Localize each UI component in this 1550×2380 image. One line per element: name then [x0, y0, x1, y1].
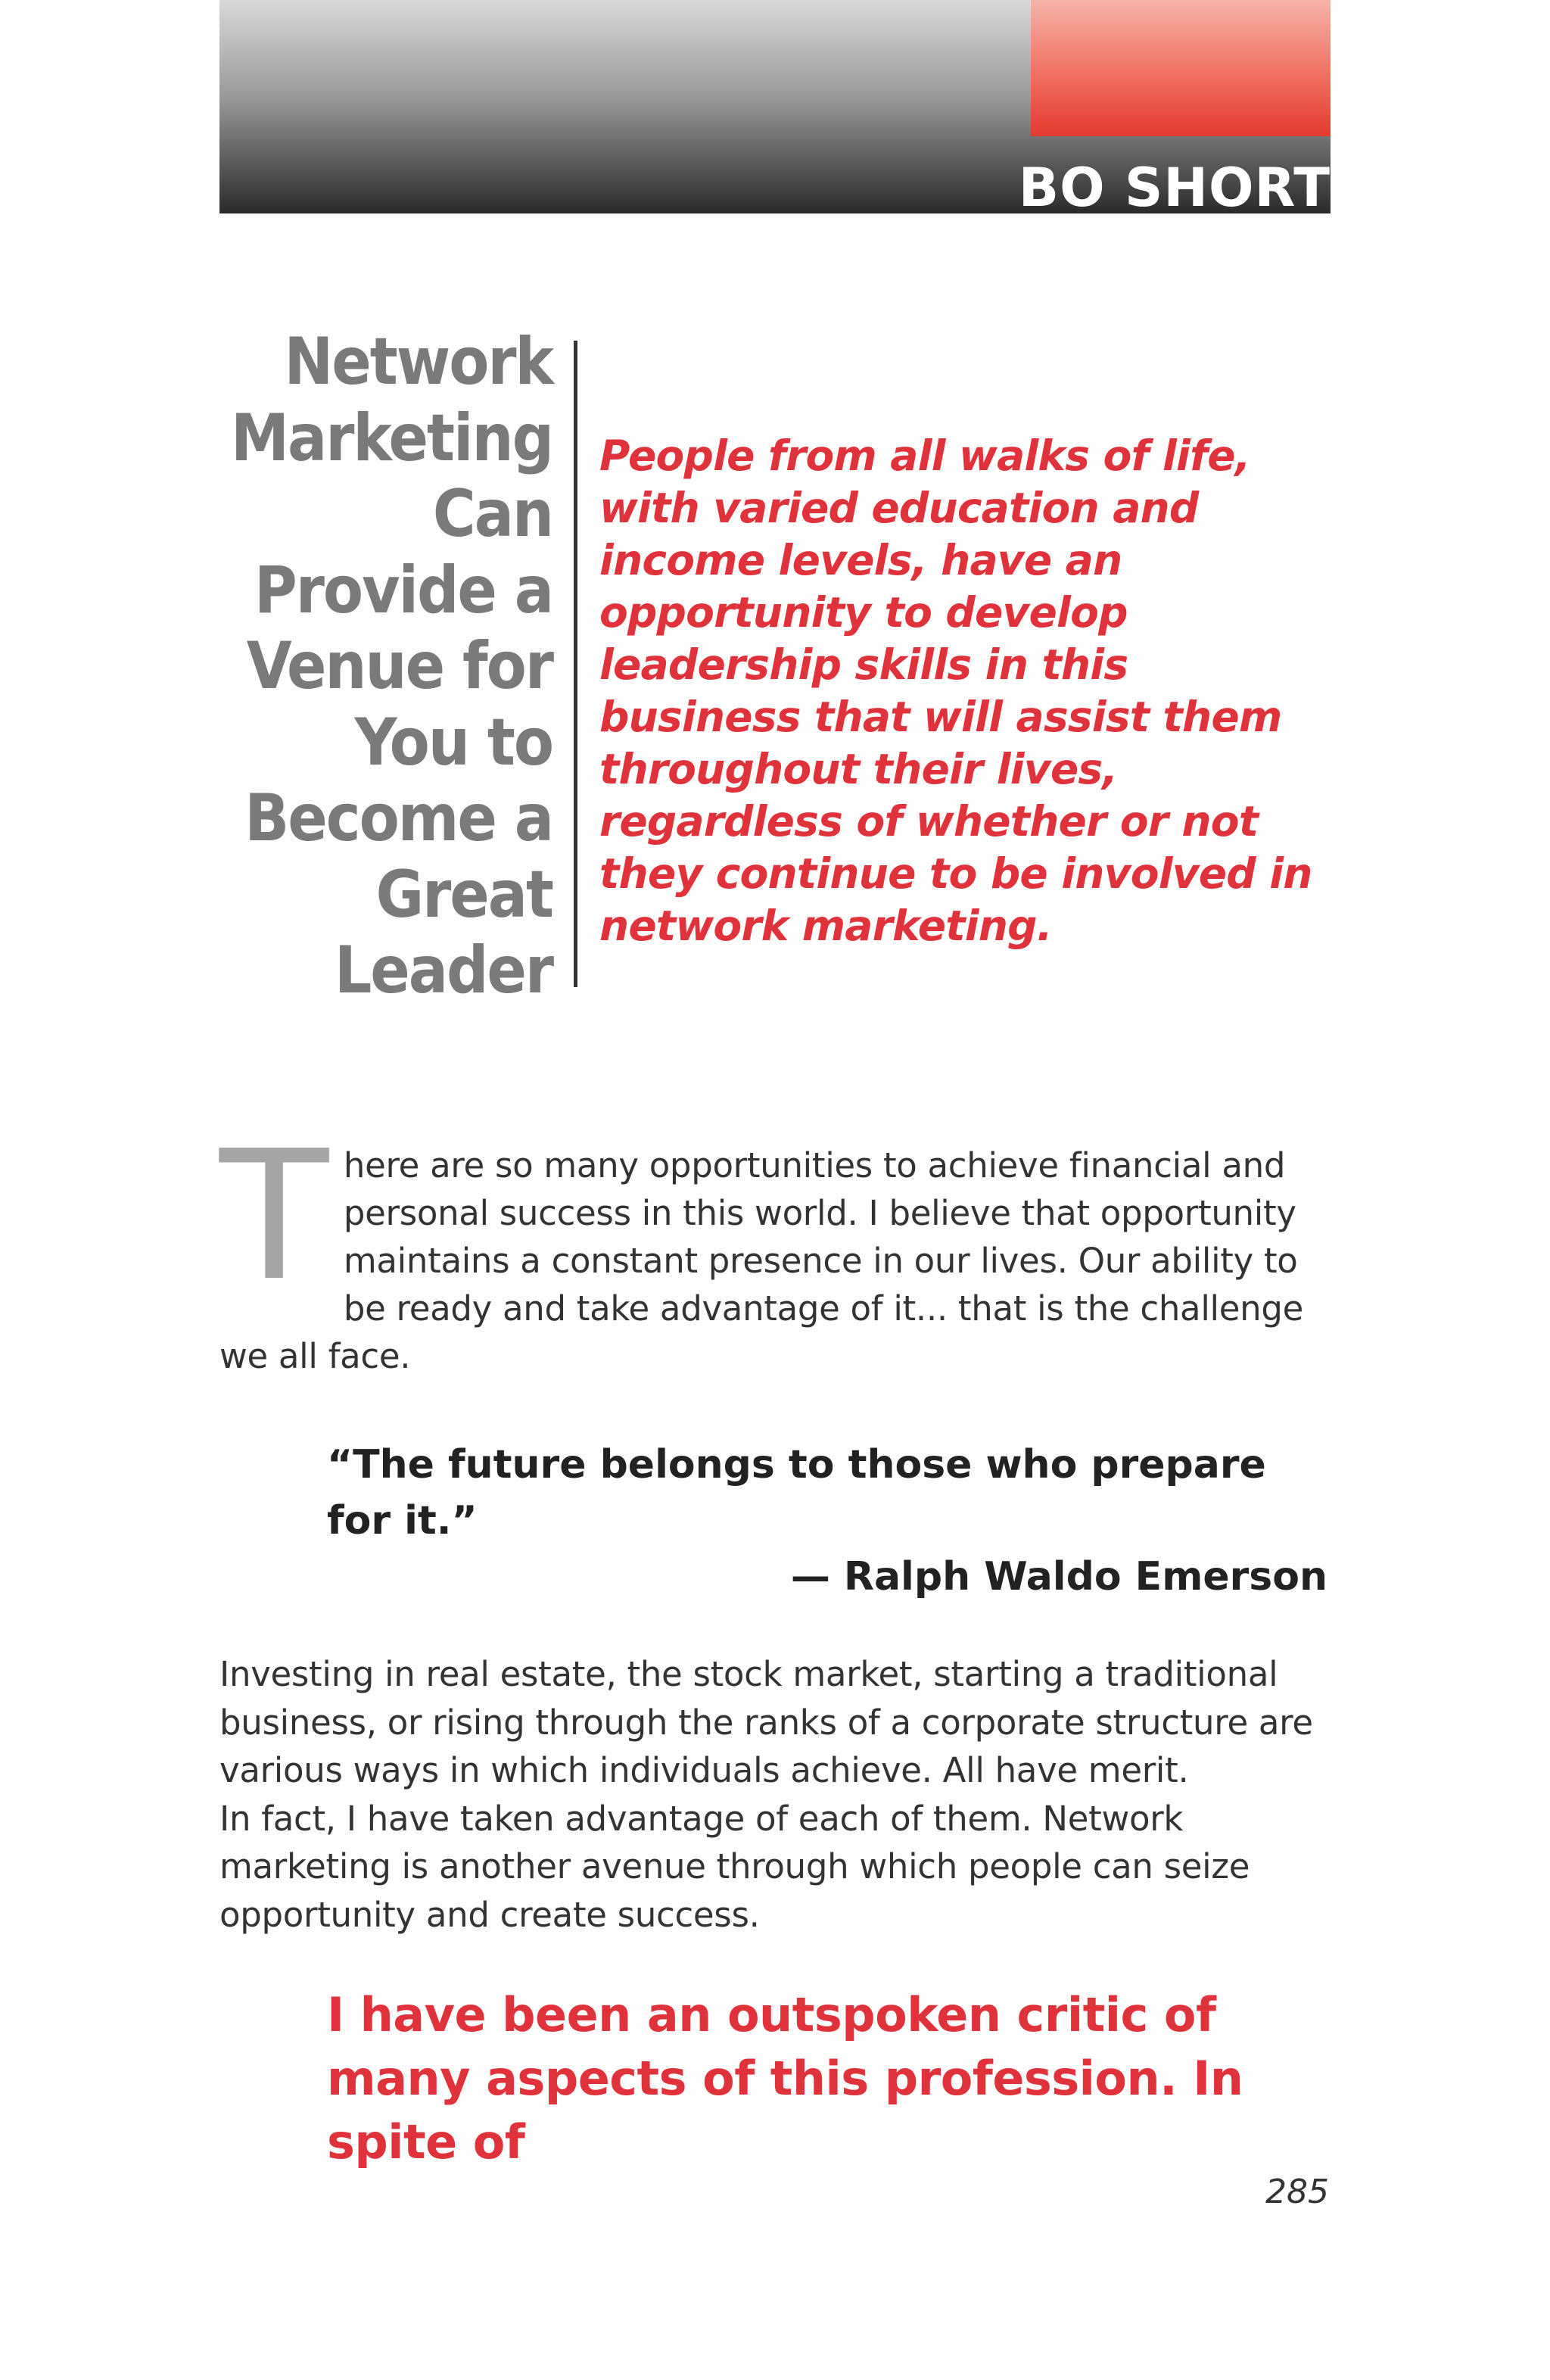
drop-cap: T	[219, 1112, 328, 1320]
paragraph-1-text: here are so many opportunities to achieve financial and personal success in this world. I believe that opportunity maintains a constant presence in our lives. Our ability to be ready and take advantage of it... that is the challenge we all face.	[219, 1145, 1303, 1376]
epigraph-attribution: — Ralph Waldo Emerson	[790, 1554, 1327, 1600]
chapter-title: Network Marketing Can Provide a Venue for You to Become a Great Leader	[231, 324, 552, 1008]
title-divider	[574, 341, 577, 987]
chapter-intro: People from all walks of life, with varied education and income levels, have an opportunity to develop leadership skills in this business that will assist them throughout their lives, regardless of whether or not they continue to be involved in network marketing.	[599, 431, 1312, 950]
body-paragraph-1	[219, 1112, 1332, 1380]
pull-quote: I have been an outspoken critic of many aspects of this profession. In spite of	[327, 1987, 1243, 2170]
body-paragraph-2	[219, 1650, 1340, 1939]
paragraph-2-line-b: In fact, I have taken advantage of each of them. Network marketing is another avenue through which people can seize opportunity and create success.	[219, 1798, 1250, 1935]
paragraph-2-line-a: Investing in real estate, the stock market, starting a traditional business, or rising through the ranks of a corporate structure are various ways in which individuals achieve. All have merit.	[219, 1654, 1313, 1790]
header-accent-block	[1031, 0, 1331, 136]
author-name: BO SHORT	[1018, 157, 1331, 219]
epigraph-quote: “The future belongs to those who prepare for it.”	[327, 1442, 1266, 1544]
page-number: 285	[1265, 2173, 1329, 2211]
